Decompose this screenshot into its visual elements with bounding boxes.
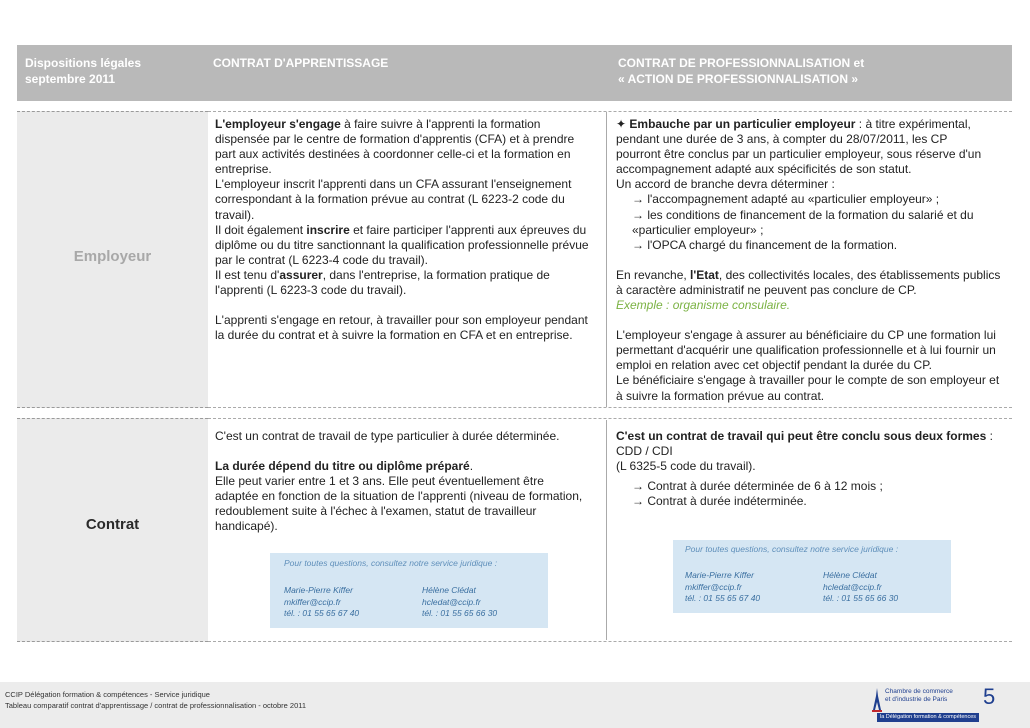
row-label-employeur xyxy=(17,111,208,408)
text-line: permettant d'acquérir une qualification professionnelle et à lui fournir un xyxy=(616,343,996,358)
text-line: redoublement suite à l'échec à l'examen, statut de travailleur xyxy=(215,504,537,519)
header-dispositions-line2: septembre 2011 xyxy=(25,72,116,86)
list-item: → Contrat à durée déterminée de 6 à 12 mois ; xyxy=(632,479,883,494)
text-line: à suivre la formation prévue au contrat. xyxy=(616,388,825,403)
text-line: En revanche, xyxy=(616,267,691,282)
text-line: dispensée par le centre de formation d'apprentis (CFA) et à prendre xyxy=(215,132,575,147)
text-line: Il est tenu d' xyxy=(215,267,280,282)
header-pro-line1: CONTRAT DE PROFESSIONNALISATION et xyxy=(618,56,865,70)
text-line: , des collectivités locales, des établissements publics xyxy=(718,267,1001,282)
text-line: adaptée en fonction de la situation de l'apprenti (niveau de formation, xyxy=(215,489,583,504)
contrat-apprentissage-text xyxy=(215,429,600,535)
contact-box-professionnalisation xyxy=(673,540,951,613)
star-icon: ✦ xyxy=(616,117,630,131)
row-label-contrat-text: Contrat xyxy=(85,516,140,533)
page-number: 5 xyxy=(983,684,996,709)
assurer-bold: assurer xyxy=(279,267,323,282)
text-line: L'apprenti s'engage en retour, à travailler pour son employeur pendant xyxy=(215,313,588,328)
contact-phone: tél. : 01 55 65 66 30 xyxy=(422,608,498,618)
text-line: travail). xyxy=(215,207,255,222)
text-line: et faire participer l'apprenti aux épreuves du xyxy=(349,222,587,237)
contact-email[interactable]: hcledat@ccip.fr xyxy=(823,581,882,592)
text-line: diplôme ou du titre sanctionnant la qualification professionnelle prévue xyxy=(215,237,589,252)
text-line: Un accord de branche devra déterminer : xyxy=(616,177,835,192)
text-line: L'employeur s'engage à assurer au bénéficiaire du CP une formation lui xyxy=(616,328,996,343)
header-apprentissage: CONTRAT D'APPRENTISSAGE xyxy=(213,56,389,70)
row2-bottom-line xyxy=(208,641,1012,642)
text-line: : à titre expérimental, xyxy=(855,117,971,131)
text-line: Elle peut varier entre 1 et 3 ans. Elle peut éventuellement être xyxy=(215,474,544,489)
logo-line2: et d'industrie de Paris xyxy=(885,696,948,703)
row1-bottom-line xyxy=(208,407,1012,408)
contact-phone: tél. : 01 55 65 67 40 xyxy=(284,608,360,618)
text-line: emploi en relation avec cet objectif pendant la durée du CP. xyxy=(616,358,932,373)
page-footer xyxy=(0,682,1030,728)
text-line: à caractère administratif ne peuvent pas conclure de CP. xyxy=(616,282,917,297)
text-line: pendant une durée de 3 ans, à compter du 28/07/2011, les CP xyxy=(616,132,948,147)
contact-phone: tél. : 01 55 65 67 40 xyxy=(685,593,761,603)
contrat-forms-bold: C'est un contrat de travail qui peut être conclu sous deux formes xyxy=(616,429,987,443)
logo-text xyxy=(885,688,953,704)
text-line: part aux activités destinées à coordonner celle-ci et la formation en xyxy=(215,147,571,162)
contact-email[interactable]: hcledat@ccip.fr xyxy=(422,596,481,607)
duree-bold: La durée dépend du titre ou diplôme préparé xyxy=(215,459,470,474)
list-item: → l'accompagnement adapté au «particulier employeur» ; xyxy=(632,192,940,207)
text-line: la durée du contrat et à suivre la formation en CFA et en entreprise. xyxy=(215,328,573,343)
text-line: par le contrat (L 6223-4 code du travail). xyxy=(215,252,429,267)
employeur-apprentissage-text xyxy=(215,117,600,343)
text-line: CDD / CDI xyxy=(616,444,673,459)
logo-line1: Chambre de commerce xyxy=(885,688,953,695)
employeur-professionnalisation-text xyxy=(616,117,1012,404)
example-text: Exemple : organisme consulaire. xyxy=(616,298,791,313)
contact-email[interactable]: mkiffer@ccip.fr xyxy=(685,581,742,592)
text-line: accompagnement adapté aux spécificités de son statut. xyxy=(616,162,912,177)
footer-document-title: Tableau comparatif contrat d'apprentissage / contrat de professionnalisation - octobre 2011 xyxy=(5,701,307,710)
text-line: pourront être conclus par un particulier employeur, sous réserve d'un xyxy=(616,147,982,162)
text-line: : xyxy=(986,429,993,443)
text-line: entreprise. xyxy=(215,162,272,177)
contact-name: Hélène Clédat xyxy=(823,570,877,580)
text-line: Le bénéficiaire s'engage à travailler pour le compte de son employeur et xyxy=(616,373,1000,388)
table-header xyxy=(17,45,1012,101)
eiffel-tower-icon xyxy=(871,688,883,712)
contact-box-apprentissage xyxy=(270,553,548,628)
logo-subtitle: la Délégation formation & compétences xyxy=(877,713,979,722)
text-line: Il doit également xyxy=(215,222,307,237)
contact-question: Pour toutes questions, consultez notre service juridique : xyxy=(284,558,498,568)
etat-bold: l'Etat xyxy=(690,267,719,282)
row1-top-line xyxy=(208,111,1012,112)
header-dispositions xyxy=(25,55,205,87)
employeur-engage-bold: L'employeur s'engage xyxy=(215,117,341,131)
list-item: → Contrat à durée indéterminée. xyxy=(632,494,807,509)
list-item: → les conditions de financement de la formation du salarié et du xyxy=(632,207,974,222)
inscrire-bold: inscrire xyxy=(306,222,350,237)
contact-email[interactable]: mkiffer@ccip.fr xyxy=(284,596,341,607)
text-line: , dans l'entreprise, la formation pratique de xyxy=(322,267,550,282)
list-item: → l'OPCA chargé du financement de la formation. xyxy=(632,237,898,252)
contact-name: Marie-Pierre Kiffer xyxy=(284,585,353,595)
contact-phone: tél. : 01 55 65 66 30 xyxy=(823,593,899,603)
row2-top-line xyxy=(208,418,1012,419)
ccip-logo xyxy=(871,686,976,724)
header-dispositions-line1: Dispositions légales xyxy=(25,56,142,70)
text-line: . xyxy=(469,459,474,474)
embauche-bold: Embauche par un particulier employeur xyxy=(629,117,856,131)
header-professionnalisation xyxy=(618,55,1008,87)
contact-question: Pour toutes questions, consultez notre service juridique : xyxy=(685,544,899,554)
contact-name: Hélène Clédat xyxy=(422,585,476,595)
row-label-contrat xyxy=(17,418,208,642)
text-line: (L 6325-5 code du travail). xyxy=(616,459,756,474)
column-divider-row1 xyxy=(606,112,607,407)
text-line: C'est un contrat de travail de type particulier à durée déterminée. xyxy=(215,429,560,443)
contrat-professionnalisation-text xyxy=(616,429,1012,509)
text-line: à faire suivre à l'apprenti la formation xyxy=(340,117,541,131)
text-line: correspondant à la formation prévue au contrat (L 6223-2 code du xyxy=(215,192,565,207)
header-pro-line2: « ACTION DE PROFESSIONNALISATION » xyxy=(618,72,859,86)
text-line: l'apprenti (L 6223-3 code du travail). xyxy=(215,283,407,298)
contact-name: Marie-Pierre Kiffer xyxy=(685,570,754,580)
list-item-continuation: «particulier employeur» ; xyxy=(632,222,764,237)
text-line: handicapé). xyxy=(215,519,278,534)
column-divider-row2 xyxy=(606,420,607,640)
row-label-employeur-text: Employeur xyxy=(73,248,152,265)
text-line: L'employeur inscrit l'apprenti dans un CFA assurant l'enseignement xyxy=(215,177,572,192)
footer-department: CCIP Délégation formation & compétences - Service juridique xyxy=(5,690,210,699)
